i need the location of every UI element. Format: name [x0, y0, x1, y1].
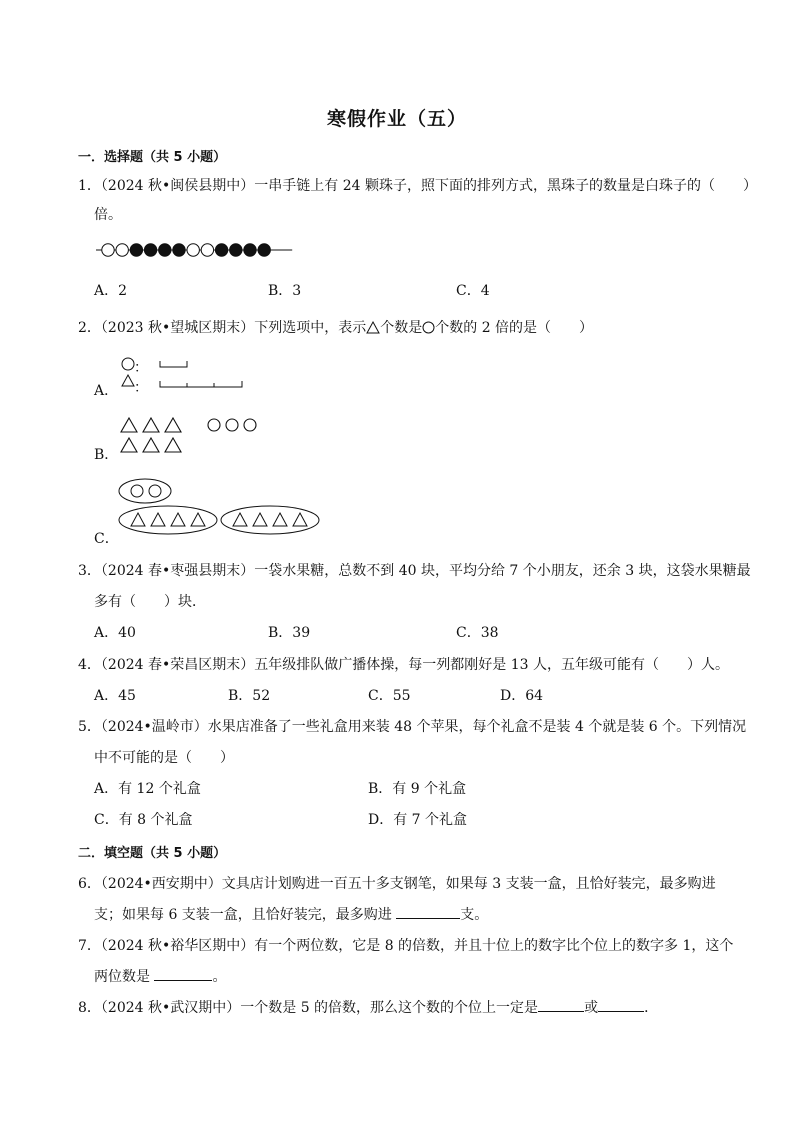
triangle-icon	[253, 513, 267, 526]
question-5-option-c[interactable]: C．有 8 个礼盒	[94, 812, 193, 828]
circle-icon	[226, 419, 238, 431]
page-title: 寒假作业（五）	[326, 108, 467, 130]
circle-icon	[244, 419, 256, 431]
question-2-option-c-figure	[118, 478, 328, 538]
question-7-text-cont	[94, 966, 226, 986]
question-1-text: 1．（2024 秋•闽侯县期中）一串手链上有 24 颗珠子，照下面的排列方式，黑珠子的数量是白珠子的（ ）	[78, 178, 757, 194]
question-2-text-part-b: 个数是	[380, 320, 423, 336]
question-6-text: 6．（2024•西安期中）文具店计划购进一百五十多支钢笔，如果每 3 支装一盒，且恰好装完，最多购进	[78, 876, 716, 892]
white-bead	[201, 244, 213, 256]
triangle-icon	[121, 438, 137, 452]
question-4-text: 4．（2024 春•荣昌区期末）五年级排队做广播体操，每一列都刚好是 13 人，五年级可能有（ ）人。	[78, 657, 729, 673]
triangle-icon	[165, 438, 181, 452]
circle-icon	[208, 419, 220, 431]
question-1-option-c[interactable]: C．4	[456, 283, 490, 299]
triangle-icon	[293, 513, 307, 526]
black-bead	[215, 244, 227, 256]
question-2-text-part-a: 2．（2023 秋•望城区期末）下列选项中，表示	[78, 320, 367, 336]
question-6-text-part-a: 支；如果每 6 支装一盒，且恰好装完，最多购进	[94, 907, 392, 923]
triangle-icon	[233, 513, 247, 526]
question-2-option-b-label[interactable]: B．	[94, 447, 119, 463]
white-bead	[102, 244, 114, 256]
triangle-icon	[122, 375, 134, 386]
circle-icon	[131, 485, 143, 497]
triangle-icon	[191, 513, 205, 526]
question-4-option-c[interactable]: C．55	[368, 688, 411, 704]
bead-bracelet-figure	[96, 238, 286, 262]
question-3-option-c[interactable]: C．38	[456, 625, 499, 641]
section-heading-choice: 一．选择题（共 5 小题）	[78, 150, 227, 165]
question-4-option-d[interactable]: D．64	[500, 688, 544, 704]
white-bead	[187, 244, 199, 256]
question-6-text-cont	[94, 904, 488, 924]
question-5-option-a[interactable]: A．有 12 个礼盒	[94, 781, 201, 797]
triangle-icon	[131, 513, 145, 526]
question-2-text-part-c: 个数的 2 倍的是（ ）	[435, 320, 594, 336]
question-7-text-part-a: 两位数是	[94, 969, 150, 985]
question-7-text: 7．（2024 秋•裕华区期中）有一个两位数，它是 8 的倍数，并且十位上的数字比个位上的数字多 1，这个	[78, 938, 734, 954]
black-bead	[173, 244, 185, 256]
question-2-text	[78, 317, 593, 337]
circle-icon	[122, 358, 134, 370]
question-3-option-b[interactable]: B．39	[268, 625, 311, 641]
circle-group-oval	[119, 479, 171, 503]
triangle-icon	[366, 321, 380, 334]
question-1-text-cont: 倍。	[94, 207, 122, 223]
question-3-text: 3．（2024 春•枣强县期末）一袋水果糖，总数不到 40 块，平均分给 7 个小朋友，还余 3 块，这袋水果糖最	[78, 563, 751, 579]
question-8-text	[78, 997, 658, 1017]
question-8-text-part-b: 或	[584, 1000, 599, 1016]
question-6-answer-blank[interactable]	[396, 904, 460, 919]
question-1-option-b[interactable]: B．3	[268, 283, 302, 299]
circle-bar	[160, 361, 187, 367]
black-bead	[244, 244, 256, 256]
question-1-option-a[interactable]: A．2	[94, 283, 128, 299]
black-bead	[230, 244, 242, 256]
question-4-option-a[interactable]: A．45	[94, 688, 136, 704]
question-4-option-b[interactable]: B．52	[228, 688, 271, 704]
black-bead	[130, 244, 142, 256]
question-8-text-part-c: ．	[644, 1000, 659, 1016]
question-5-option-b[interactable]: B．有 9 个礼盒	[368, 781, 467, 797]
black-bead	[144, 244, 156, 256]
question-5-text-cont: 中不可能的是（ ）	[94, 750, 234, 766]
question-2-option-c-label[interactable]: C．	[94, 531, 119, 547]
question-3-option-a[interactable]: A．40	[94, 625, 136, 641]
circle-icon	[149, 485, 161, 497]
triangle-icon	[143, 438, 159, 452]
question-2-option-a-colon-2: ：	[134, 380, 148, 396]
question-8-answer-blank-2[interactable]	[598, 997, 644, 1012]
triangle-icon	[151, 513, 165, 526]
question-3-text-cont: 多有（ ）块．	[94, 594, 206, 610]
triangle-icon	[171, 513, 185, 526]
question-2-option-a-label[interactable]: A．	[94, 383, 119, 399]
question-7-answer-blank[interactable]	[154, 966, 212, 981]
question-5-text: 5．（2024•温岭市）水果店准备了一些礼盒用来装 48 个苹果，每个礼盒不是装 4 个就是装 6 个。下列情况	[78, 719, 747, 735]
triangle-icon	[273, 513, 287, 526]
circle-icon	[422, 321, 435, 334]
question-5-option-d[interactable]: D．有 7 个礼盒	[368, 812, 468, 828]
triangle-bar	[160, 381, 242, 387]
triangle-icon	[143, 418, 159, 432]
triangle-icon	[165, 418, 181, 432]
question-2-option-b-figure	[120, 416, 260, 456]
question-7-text-part-b: 。	[212, 969, 227, 985]
black-bead	[159, 244, 171, 256]
question-8-text-part-a: 8．（2024 秋•武汉期中）一个数是 5 的倍数，那么这个数的个位上一定是	[78, 1000, 539, 1016]
white-bead	[116, 244, 128, 256]
section-heading-fill: 二．填空题（共 5 小题）	[78, 846, 227, 861]
triangle-icon	[121, 418, 137, 432]
black-bead	[258, 244, 270, 256]
question-6-text-part-b: 支。	[460, 907, 489, 923]
question-8-answer-blank-1[interactable]	[538, 997, 584, 1012]
question-2-option-a-colon-1: ：	[134, 360, 148, 376]
